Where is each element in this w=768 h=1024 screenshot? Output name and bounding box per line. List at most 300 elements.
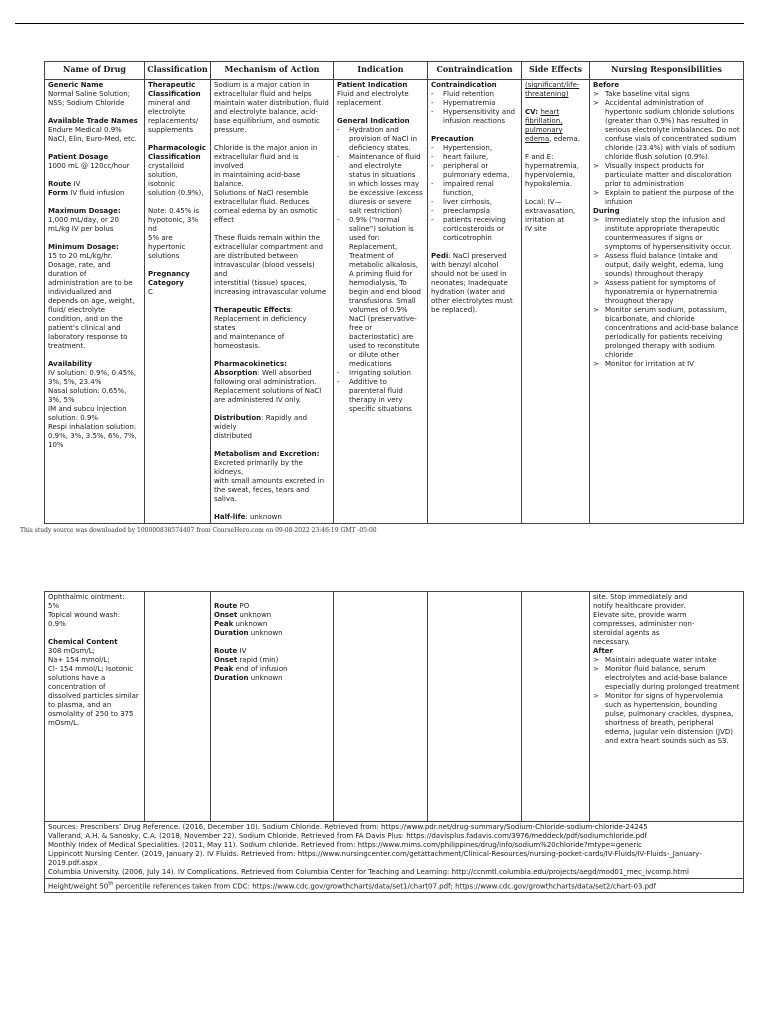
text-line [48, 432, 141, 441]
section-heading: Metabolism and Excretion: [214, 450, 320, 458]
line-text: end of infusion [233, 665, 288, 673]
top-rule [15, 23, 744, 24]
classification-cell [145, 592, 211, 822]
line-text: solutions have a [48, 674, 106, 682]
text-line [48, 243, 141, 252]
text-line [214, 261, 330, 279]
source-line: Sources: Prescribers’ Drug Reference. (2016, December 10). Sodium Chloride. Retrieved from: https://www.pdr.net/drug-summary/Sodium-Chloride-sodium-chloride-24245 [48, 823, 648, 831]
list-marker: > [593, 692, 599, 700]
spacer [214, 504, 330, 513]
text-line [48, 593, 141, 602]
text-line [214, 513, 330, 522]
section-heading: Maximum Dosage: [48, 207, 121, 215]
text-line [525, 126, 586, 135]
list-item-text: Assess fluid balance (intake and output, daily weight, edema, lung sounds) throughout therapy [605, 252, 724, 278]
text-line [148, 252, 207, 261]
mechanism-cell [211, 80, 334, 524]
list-item [431, 198, 518, 207]
text-line [214, 611, 330, 620]
spacer [48, 108, 141, 117]
line-text: Endure Medical 0.9% [48, 126, 122, 134]
text-line [214, 647, 330, 656]
list-item [431, 162, 518, 180]
spacer [48, 234, 141, 243]
section-heading: Available Trade Names [48, 117, 138, 125]
list-item [431, 153, 518, 162]
text-line [148, 207, 207, 216]
text-line [431, 279, 518, 288]
line-text: IV solution: 0.9%, 0.45%, [48, 369, 137, 377]
field-label: Route [48, 180, 72, 188]
cdc-reference-post: percentile references taken from CDC: https://www.cdc.gov/growthcharts/data/set1/chart07.pdf; https://www.cdc.gov/growthcharts/data/set2/chart-03.pdf [113, 882, 656, 891]
list-marker: > [593, 656, 599, 664]
line-text: (significant/life- [525, 81, 580, 89]
text-line [431, 135, 518, 144]
text-line [593, 207, 740, 216]
nursing-cell [590, 592, 744, 822]
text-line [337, 81, 424, 90]
line-text: with small amounts excreted in [214, 477, 325, 485]
line-text: 15 to 20 mL/kg/hr. [48, 252, 113, 260]
text-line [48, 81, 141, 90]
spacer [525, 144, 586, 153]
spacer [48, 198, 141, 207]
text-line [48, 683, 141, 692]
line-text: to plasma, and an [48, 701, 112, 709]
line-text: and maintenance of homeostasis. [214, 333, 285, 350]
list-marker: - [431, 90, 434, 98]
header-row [45, 62, 744, 80]
content-row [45, 592, 744, 822]
header-contraindication: Contraindication [428, 62, 522, 80]
list-marker: > [593, 279, 599, 287]
list-marker: - [337, 126, 340, 134]
list-marker: - [337, 369, 340, 377]
text-line [48, 674, 141, 683]
line-text: threatening) [525, 90, 569, 98]
spacer [214, 405, 330, 414]
list-item [593, 306, 740, 360]
line-text: These fluids remain within the [214, 234, 320, 242]
header-nursing: Nursing Responsibilities [590, 62, 744, 80]
line-text: NSS; Sodium Chloride [48, 99, 125, 107]
line-text: : Well absorbed [257, 369, 312, 377]
list-item-text: Visually inspect products for particulate matter and discoloration prior to administration [605, 162, 732, 188]
text-line [214, 216, 330, 225]
text-line [48, 611, 141, 620]
section-heading: Pregnancy [148, 270, 190, 278]
text-line [48, 656, 141, 665]
list-item-text: Monitor for signs of hypervolemia such as hypertension, bounding pulse, pulmonary crackles, dyspnea, shortness of breath, peripheral edema, jugular vein distension (JVD) and extra heart sounds such as S3. [605, 692, 734, 745]
list-item [337, 216, 424, 369]
text-line [48, 279, 141, 288]
side-effects-cell [522, 80, 590, 524]
line-text: mineral and [148, 99, 191, 107]
line-text: following oral administration. [214, 378, 317, 386]
text-line [48, 692, 141, 701]
line-text: duration of [48, 270, 87, 278]
text-line [525, 216, 586, 225]
line-text: 0.9% [48, 620, 66, 628]
indication-cell [334, 80, 428, 524]
field-label: Absorption [214, 369, 258, 377]
text-line [214, 414, 330, 432]
list-item-text: 0.9% (“normal saline”) solution is used for: Replacement, Treatment of metabolic alkalosis, A priming fluid for hemodialysis, To begin and end blood transfusions. Small volumes of 0.9% NaCl (preservative-free or bacteriostatic) are used to reconstitute or dilute other medications [349, 216, 422, 368]
text-line [214, 665, 330, 674]
list-item-text: Hypertension, [443, 144, 493, 152]
contraindication-cell [428, 592, 522, 822]
text-line [431, 297, 518, 306]
list-item-text: Take baseline vital signs [605, 90, 690, 98]
list-item [337, 153, 424, 216]
line-text: with benzyl alcohol [431, 261, 499, 269]
text-line [48, 216, 141, 225]
line-tail: , edema. [549, 135, 581, 143]
text-line [337, 99, 424, 108]
line-text: 5% are [148, 234, 173, 242]
line-text: Fluid and electrolyte [337, 90, 409, 98]
line-text: extracellular fluid and is involved [214, 153, 299, 170]
list-marker: - [431, 108, 434, 116]
section-heading: Pharmacologic [148, 144, 207, 152]
list-item-text: Maintain adequate water intake [605, 656, 717, 664]
text-line [431, 288, 518, 297]
text-line [48, 647, 141, 656]
text-line [214, 117, 330, 126]
line-text: extravasation, [525, 207, 576, 215]
contraindication-cell [428, 80, 522, 524]
line-text: unknown [248, 674, 283, 682]
line-text: Topical wound wash: [48, 611, 121, 619]
text-line [431, 252, 518, 261]
line-text: interstitial (tissue) spaces, [214, 279, 307, 287]
list-marker: > [593, 306, 599, 314]
line-text: mOsm/L. [48, 719, 80, 727]
text-line [431, 306, 518, 315]
cdc-reference-cell [45, 879, 744, 893]
line-text: effect [214, 216, 235, 224]
spacer [148, 198, 207, 207]
text-line [48, 153, 141, 162]
text-line [214, 153, 330, 171]
text-line [525, 207, 586, 216]
field-label: Therapeutic Effects [214, 306, 291, 314]
section-heading: Classification [148, 90, 201, 98]
line-text: patient’s clinical and [48, 324, 121, 332]
text-line [48, 701, 141, 710]
line-text: replacement [337, 99, 382, 107]
text-line [48, 180, 141, 189]
source-line: Monthly Index of Medical Specialities. (2011, May 11). Sodium chloride. Retrieved from: https://www.mims.com/philippines/drug/info/sodium%20chloride?mtype=generic [48, 841, 643, 849]
spacer [214, 441, 330, 450]
classification-cell [145, 80, 211, 524]
list-item-text: Irrigating solution [349, 369, 411, 377]
list-item [337, 126, 424, 153]
list-item [593, 162, 740, 189]
text-line [214, 144, 330, 153]
cdc-reference-sup: th [108, 881, 114, 887]
line-text: hypertonic [148, 243, 186, 251]
line-text: base equilibrium, and osmotic [214, 117, 320, 125]
spacer [48, 629, 141, 638]
list-marker: - [431, 198, 434, 206]
line-text: fluid/ electrolyte [48, 306, 106, 314]
text-line [148, 99, 207, 108]
text-line [148, 270, 207, 279]
text-line [48, 315, 141, 324]
section-heading: After [593, 647, 614, 655]
list-item-text: Monitor for irritation at IV [605, 360, 694, 368]
line-text: maintain water distribution, fluid [214, 99, 329, 107]
spacer [148, 261, 207, 270]
text-line [525, 180, 586, 189]
section-heading: Category [148, 279, 184, 287]
section-heading: Minimum Dosage: [48, 243, 119, 251]
text-line [148, 171, 207, 189]
line-text: NaCl, Elin, Euro-Med, etc. [48, 135, 137, 143]
line-text: Replacement solutions of NaCl [214, 387, 322, 395]
header-side-effects: Side Effects [522, 62, 590, 80]
line-text: solution, isotonic [148, 171, 178, 188]
header-name-of-drug: Name of Drug [45, 62, 145, 80]
text-line [214, 477, 330, 486]
text-line [48, 638, 141, 647]
list-marker: > [593, 252, 599, 260]
line-text: site. Stop immediately and [593, 593, 688, 601]
text-line [337, 90, 424, 99]
text-line [48, 342, 141, 351]
line-text: : NaCl preserved [448, 252, 507, 260]
line-text: Ophthalmic ointment: [48, 593, 125, 601]
list-item-text: peripheral or pulmonary edema, [443, 162, 510, 179]
line-text: osmolality of 250 to 375 [48, 710, 134, 718]
line-text: condition, and on the [48, 315, 123, 323]
line-text: PO [237, 602, 250, 610]
list-item [593, 665, 740, 692]
underlined-text: heart [540, 108, 560, 116]
text-line [214, 234, 330, 243]
spacer [48, 144, 141, 153]
line-text: are distributed between [214, 252, 299, 260]
list-item [431, 99, 518, 108]
text-line [337, 117, 424, 126]
text-line [148, 243, 207, 252]
line-text: Na+ 154 mmol/L; [48, 656, 110, 664]
field-label: CV: [525, 108, 541, 116]
text-line [48, 117, 141, 126]
line-text: intravascular (blood vessels) and [214, 261, 315, 278]
text-line [525, 117, 586, 126]
line-text: other electrolytes must [431, 297, 513, 305]
text-line [214, 81, 330, 90]
text-line [148, 216, 207, 234]
line-text: distributed [214, 432, 252, 440]
text-line [214, 90, 330, 99]
text-line [214, 126, 330, 135]
list-item-text: liver cirrhosis, [443, 198, 492, 206]
mechanism-cell [211, 592, 334, 822]
list-marker: - [337, 216, 340, 224]
text-line [148, 90, 207, 99]
text-line [525, 90, 586, 99]
line-text: : unknown [245, 513, 282, 521]
list-marker: > [593, 162, 599, 170]
spacer [48, 351, 141, 360]
field-label: Onset [214, 656, 238, 664]
spacer [48, 171, 141, 180]
line-text: electrolyte [148, 108, 186, 116]
sources-row [45, 822, 744, 879]
list-marker: - [431, 153, 434, 161]
text-line [593, 647, 740, 656]
section-heading: Before [593, 81, 620, 89]
line-text: : [290, 306, 293, 314]
text-line [148, 126, 207, 135]
spacer [148, 135, 207, 144]
text-line [431, 81, 518, 90]
spacer [214, 351, 330, 360]
line-text: are administered IV only. [214, 396, 301, 404]
text-line [48, 324, 141, 333]
text-line [48, 225, 141, 234]
field-label: Distribution [214, 414, 262, 422]
field-label: Onset [214, 611, 238, 619]
text-line [48, 207, 141, 216]
text-line [431, 261, 518, 270]
header-classification: Classification [145, 62, 211, 80]
list-item-text: Explain to patient the purpose of the infusion [605, 189, 735, 206]
text-line [148, 279, 207, 288]
drug-study-table-page2 [44, 591, 744, 893]
list-marker: > [593, 189, 599, 197]
text-line [593, 638, 740, 647]
list-item [431, 207, 518, 216]
line-text: IV fluid infusion [68, 189, 125, 197]
list-item-text: Hypernatremia [443, 99, 496, 107]
text-line [214, 369, 330, 378]
line-text: should not be used in [431, 270, 507, 278]
text-line [48, 90, 141, 99]
sources-cell [45, 822, 744, 879]
list-item-text: Additive to parenteral fluid therapy in very specific situations [349, 378, 412, 413]
section-heading: Patient Indication [337, 81, 408, 89]
line-text: 0.9%, 3%, 3.5%, 6%, 7%, [48, 432, 137, 440]
text-line [214, 108, 330, 117]
line-text: depends on age, weight, [48, 297, 135, 305]
list-item [593, 216, 740, 252]
line-text: Chloride is the major anion in [214, 144, 318, 152]
list-item [593, 90, 740, 99]
text-line [214, 602, 330, 611]
line-text: 1,000 mL/day, or 20 [48, 216, 119, 224]
side-effects-cell [522, 592, 590, 822]
text-line [214, 333, 330, 351]
line-text: administration are to be [48, 279, 133, 287]
list-item-text: heart failure, [443, 153, 489, 161]
list-item [431, 144, 518, 153]
line-text: : Rapidly and widely [214, 414, 308, 431]
list-item-text: Hypersensitivity and infusion reactions [443, 108, 516, 125]
text-line [214, 99, 330, 108]
line-text: Note: 0.45% is [148, 207, 200, 215]
line-text: Nasal solution: 0.65%, [48, 387, 127, 395]
list-item-text: preeclampsia [443, 207, 491, 215]
list-item-text: Assess patient for symptoms of hyponatremia or hypernatremia throughout therapy [605, 279, 718, 305]
spacer [431, 126, 518, 135]
text-line [48, 405, 141, 414]
line-text: C [148, 288, 153, 296]
field-label: Duration [214, 674, 249, 682]
line-text: Elevate site, provide warm [593, 611, 687, 619]
text-line [214, 432, 330, 441]
text-line [48, 719, 141, 728]
field-label: Route [214, 647, 238, 655]
list-item-text: Accidental administration of hypertonic sodium chloride solutions (greater than 0.9%) has resulted in serious electrolyte imbalances. Do not confuse vials of concentrated sodium chloride (23.4%) with vials of sodium chloride flush solution (0.9%). [605, 99, 740, 161]
source-line: Vallerand, A.H. & Sanosky, C.A. (2018, November 22). Sodium Chloride. Retrieved from FA Davis Plus: https://davisplus.fadavis.com/3976/meddeck/pdf/sodiumchloride.pdf [48, 832, 647, 840]
header-indication: Indication [334, 62, 428, 80]
line-text: crystalloid [148, 162, 185, 170]
text-line [214, 674, 330, 683]
line-text: IM and subcu injection [48, 405, 127, 413]
line-text: edema [525, 135, 550, 143]
section-heading: Chemical Content [48, 638, 118, 646]
text-line [214, 189, 330, 198]
field-label: Peak [214, 665, 234, 673]
text-line [525, 198, 586, 207]
text-line [214, 279, 330, 288]
text-line [48, 306, 141, 315]
line-text: 5% [48, 602, 60, 610]
list-marker: > [593, 216, 599, 224]
text-line [48, 189, 141, 198]
field-label: Peak [214, 620, 234, 628]
text-line [48, 441, 141, 450]
text-line [48, 396, 141, 405]
list-marker: > [593, 90, 599, 98]
list-item [431, 216, 518, 243]
line-text: Replacement in deficiency states [214, 315, 307, 332]
text-line [48, 270, 141, 279]
line-text: 1000 mL @ 120cc/hour [48, 162, 130, 170]
line-text: hydration (water and [431, 288, 505, 296]
line-text: irritation at [525, 216, 565, 224]
drug-study-table-page1 [44, 61, 744, 524]
line-text: necessary. [593, 638, 630, 646]
list-marker: > [593, 360, 599, 368]
line-text: hypotonic, 3% nd [148, 216, 199, 233]
text-line [148, 153, 207, 162]
line-text: laboratory response to [48, 333, 128, 341]
line-text: concentration of [48, 683, 106, 691]
spacer [214, 225, 330, 234]
list-item [593, 656, 740, 665]
line-text: 3%, 5% [48, 396, 75, 404]
section-heading: Availability [48, 360, 93, 368]
line-text: Cl- 154 mmol/L; Isotonic [48, 665, 134, 673]
line-text: notify healthcare provider. [593, 602, 686, 610]
line-text: unknown [237, 611, 272, 619]
text-line [525, 81, 586, 90]
field-label: Duration [214, 629, 249, 637]
text-line [48, 135, 141, 144]
text-line [525, 162, 586, 171]
text-line [431, 270, 518, 279]
cdc-reference-line [48, 880, 740, 891]
list-item-text: Monitor fluid balance, serum electrolytes and acid-base balance especially during prolonged treatment [605, 665, 740, 691]
section-heading: Pharmacokinetics: [214, 360, 287, 368]
indication-cell [334, 592, 428, 822]
text-line [593, 593, 740, 602]
